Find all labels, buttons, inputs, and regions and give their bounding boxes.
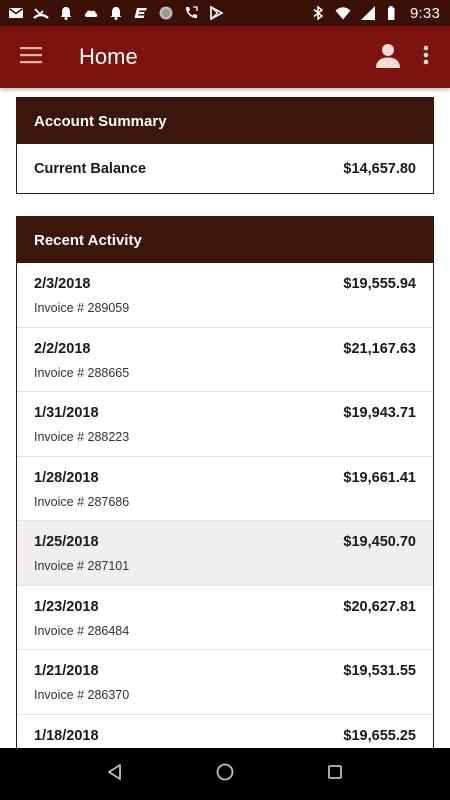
activity-item[interactable] [17, 263, 433, 328]
person-icon [375, 42, 401, 73]
activity-list [17, 263, 433, 748]
activity-invoice: Invoice # 288665 [34, 365, 130, 380]
activity-invoice: Invoice # 287686 [34, 494, 130, 509]
phone-icon [183, 5, 199, 21]
alarm-icon [108, 5, 124, 21]
current-balance-value: $14,657.80 [343, 161, 416, 177]
missed-call-icon [33, 5, 49, 21]
account-button[interactable] [364, 33, 412, 81]
home-circle-icon [215, 762, 235, 787]
activity-invoice: Invoice # 287101 [34, 559, 130, 573]
more-options-button[interactable] [414, 33, 438, 81]
back-triangle-icon [106, 763, 124, 786]
activity-item[interactable] [17, 392, 433, 457]
activity-invoice: Invoice # 289059 [34, 301, 130, 315]
status-bar [0, 0, 450, 26]
account-summary-card [16, 97, 434, 194]
back-button[interactable] [90, 752, 140, 796]
hamburger-menu-icon [20, 46, 42, 69]
menu-button[interactable] [0, 26, 62, 88]
activity-amount: $20,627.81 [343, 598, 416, 615]
main-content[interactable] [0, 88, 450, 748]
activity-amount: $19,531.55 [343, 663, 416, 679]
activity-item[interactable] [17, 650, 433, 715]
activity-item[interactable] [17, 328, 433, 393]
cloud-icon [83, 5, 99, 21]
activity-date: 2/3/2018 [34, 276, 91, 292]
circle-app-icon [158, 5, 174, 21]
e-app-icon [133, 5, 149, 21]
cellular-icon [360, 5, 376, 21]
activity-amount: $19,943.71 [343, 405, 416, 421]
system-nav-bar [0, 748, 450, 800]
play-store-icon [208, 5, 224, 21]
app-bar [0, 26, 450, 88]
activity-invoice: Invoice # 286370 [34, 688, 130, 702]
activity-item[interactable] [17, 715, 433, 749]
activity-date: 1/21/2018 [34, 663, 99, 679]
home-button[interactable] [200, 752, 250, 796]
page-title: Home [79, 44, 138, 69]
activity-amount: $21,167.63 [343, 340, 416, 357]
activity-invoice: Invoice # 288223 [34, 430, 130, 444]
activity-amount: $19,555.94 [343, 276, 416, 292]
recent-activity-header: Recent Activity [17, 217, 433, 263]
current-balance-row [17, 144, 433, 194]
recents-button[interactable] [310, 752, 360, 796]
wifi-icon [335, 5, 351, 21]
bluetooth-icon [310, 5, 326, 21]
activity-date: 1/23/2018 [34, 598, 99, 615]
status-time: 9:33 [410, 4, 440, 22]
recent-activity-card [16, 216, 434, 748]
activity-date: 2/2/2018 [34, 340, 91, 357]
battery-icon [385, 5, 401, 21]
activity-invoice: Invoice # 286484 [34, 623, 130, 638]
current-balance-label: Current Balance [34, 161, 147, 177]
activity-amount: $19,661.41 [343, 469, 416, 486]
activity-item-highlighted[interactable] [17, 521, 433, 586]
activity-item[interactable] [17, 457, 433, 522]
alarm-icon [58, 5, 74, 21]
more-vert-icon [423, 45, 429, 70]
mail-icon [8, 5, 24, 21]
recents-square-icon [327, 764, 343, 785]
activity-date: 1/28/2018 [34, 469, 99, 486]
activity-date: 1/18/2018 [34, 727, 99, 744]
activity-date: 1/31/2018 [34, 405, 99, 421]
notification-icons [8, 5, 224, 21]
activity-item[interactable] [17, 586, 433, 651]
account-summary-header: Account Summary [17, 98, 433, 144]
activity-date: 1/25/2018 [34, 534, 99, 550]
activity-amount: $19,655.25 [343, 727, 416, 744]
activity-amount: $19,450.70 [343, 534, 416, 550]
